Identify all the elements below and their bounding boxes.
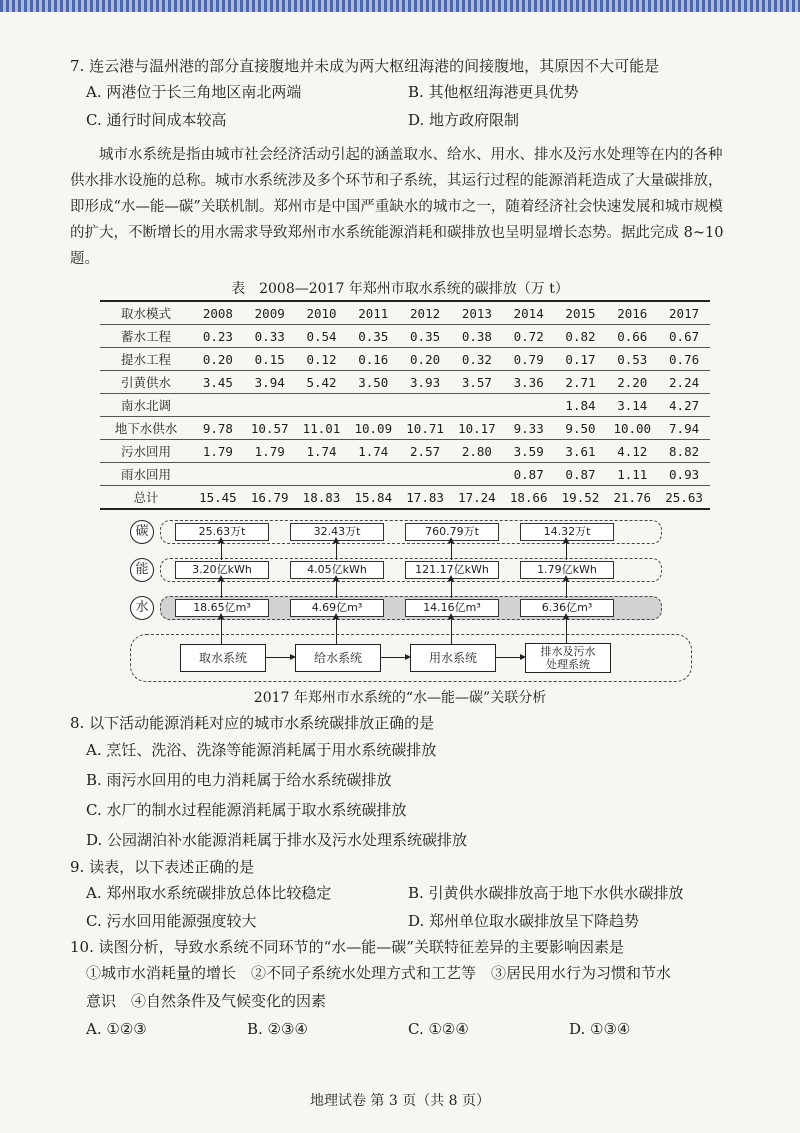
page-footer: 地理试卷 第 3 页（共 8 页）	[309, 1093, 491, 1109]
table-cell: 2.71	[555, 371, 607, 394]
table-cell: 0.82	[555, 325, 607, 348]
table-cell	[451, 394, 503, 417]
q7-stem: 7. 连云港与温州港的部分直接腹地并未成为两大枢纽海港的间接腹地，其原因不大可能是	[70, 57, 660, 75]
table-cell: 15.84	[347, 486, 399, 510]
table-cell: 1.79	[244, 440, 296, 463]
arrow-right	[496, 657, 521, 658]
water-value-use: 14.16亿m³	[405, 599, 499, 617]
table-cell: 0.33	[244, 325, 296, 348]
table-cell: 0.35	[347, 325, 399, 348]
table-cell: 1.11	[606, 463, 658, 486]
table-cell: 18.66	[503, 486, 555, 510]
carbon-emission-table	[100, 300, 710, 510]
table-cell	[296, 394, 348, 417]
table-row	[100, 417, 710, 440]
scan-edge-band	[0, 0, 800, 12]
table-cell	[296, 463, 348, 486]
water-row-icon: 水	[130, 596, 154, 620]
q7-option-b: B. 其他枢纽海港更具优势	[408, 83, 579, 101]
energy-value-supply: 4.05亿kWh	[290, 561, 384, 579]
q10-option-d: D. ①③④	[569, 1020, 631, 1038]
table-cell: 3.14	[606, 394, 658, 417]
table-header-year: 2014	[503, 301, 555, 325]
table-cell: 10.17	[451, 417, 503, 440]
table-cell	[244, 463, 296, 486]
table-cell: 0.32	[451, 348, 503, 371]
energy-row-icon: 能	[130, 558, 154, 582]
exam-page	[70, 54, 730, 1043]
table-cell: 3.45	[192, 371, 244, 394]
table-cell: 0.38	[451, 325, 503, 348]
passage: 城市水系统是指由城市社会经济活动引起的涵盖取水、给水、用水、排水及污水处理等在内的各种供水排水设施的总称。城市水系统涉及多个环节和子系统，其运行过程的能源消耗造成了大量碳排放，即形成“水—能—碳”关联机制。郑州市是中国严重缺水的城市之一，随着经济社会快速发展和城市规模的扩大，不断增长的用水需求导致郑州市水系统能源消耗和碳排放也呈明显增长态势。据此完成 8~10 题。	[70, 147, 724, 267]
table-cell: 0.23	[192, 325, 244, 348]
table-row-label: 污水回用	[100, 440, 192, 463]
table-header-year: 2016	[606, 301, 658, 325]
energy-value-use: 121.17亿kWh	[405, 561, 499, 579]
table-cell: 10.00	[606, 417, 658, 440]
q9-stem: 9. 读表，以下表述正确的是	[70, 858, 255, 876]
table-cell: 4.27	[658, 394, 710, 417]
table-cell: 19.52	[555, 486, 607, 510]
table-cell: 3.50	[347, 371, 399, 394]
carbon-value-supply: 32.43万t	[290, 523, 384, 541]
q7-option-a: A. 两港位于长三角地区南北两端	[86, 83, 302, 101]
water-value-intake: 18.65亿m³	[175, 599, 269, 617]
table-row	[100, 348, 710, 371]
table-row-label: 雨水回用	[100, 463, 192, 486]
table-cell: 0.79	[503, 348, 555, 371]
arrow-right	[381, 657, 406, 658]
q8-stem: 8. 以下活动能源消耗对应的城市水系统碳排放正确的是	[70, 714, 435, 732]
arrow-up	[336, 580, 337, 598]
table-cell: 9.50	[555, 417, 607, 440]
q10-statement-line2: 意识 ④自然条件及气候变化的因素	[86, 992, 327, 1010]
arrow-up	[221, 542, 222, 560]
table-header-year: 2008	[192, 301, 244, 325]
table-header-year: 2012	[399, 301, 451, 325]
q8-option-a: A. 烹饪、洗浴、洗涤等能源消耗属于用水系统碳排放	[86, 741, 437, 759]
q8-option-b: B. 雨污水回用的电力消耗属于给水系统碳排放	[86, 771, 392, 789]
q10-options	[70, 1015, 730, 1043]
table-cell: 3.93	[399, 371, 451, 394]
table-cell: 16.79	[244, 486, 296, 510]
q10-option-b: B. ②③④	[247, 1020, 308, 1038]
table-cell	[244, 394, 296, 417]
table-cell: 1.79	[192, 440, 244, 463]
table-row-label: 南水北调	[100, 394, 192, 417]
carbon-value-use: 760.79万t	[405, 523, 499, 541]
table-cell	[347, 394, 399, 417]
table-cell: 2.24	[658, 371, 710, 394]
table-cell: 0.35	[399, 325, 451, 348]
table-cell: 8.82	[658, 440, 710, 463]
arrow-up	[451, 580, 452, 598]
table-cell	[503, 394, 555, 417]
table-cell: 0.17	[555, 348, 607, 371]
table-cell: 5.42	[296, 371, 348, 394]
q7-option-c: C. 通行时间成本较高	[86, 111, 227, 129]
table-cell: 3.59	[503, 440, 555, 463]
arrow-up	[451, 542, 452, 560]
table-cell: 3.36	[503, 371, 555, 394]
table-cell	[399, 394, 451, 417]
table-header-year: 2011	[347, 301, 399, 325]
table-cell: 18.83	[296, 486, 348, 510]
table-header-year: 2009	[244, 301, 296, 325]
table-cell: 1.74	[296, 440, 348, 463]
q10-statement-line1: ①城市水消耗量的增长 ②不同子系统水处理方式和工艺等 ③居民用水行为习惯和节水	[86, 964, 672, 982]
q10-stem: 10. 读图分析，导致水系统不同环节的“水—能—碳”关联特征差异的主要影响因素是	[70, 938, 624, 956]
table-cell: 0.12	[296, 348, 348, 371]
carbon-value-drainage: 14.32万t	[520, 523, 614, 541]
q9-option-d: D. 郑州单位取水碳排放呈下降趋势	[408, 912, 640, 930]
table-cell: 21.76	[606, 486, 658, 510]
table-caption: 表 2008—2017 年郑州市取水系统的碳排放（万 t）	[231, 281, 569, 297]
table-cell: 4.12	[606, 440, 658, 463]
arrow-right	[266, 657, 291, 658]
diagram-caption: 2017 年郑州市水系统的“水—能—碳”关联分析	[253, 690, 547, 706]
table-cell: 10.71	[399, 417, 451, 440]
table-cell	[192, 463, 244, 486]
q10-option-a: A. ①②③	[86, 1020, 147, 1038]
carbon-row-icon: 碳	[130, 520, 154, 544]
q9-option-a: A. 郑州取水系统碳排放总体比较稳定	[86, 884, 332, 902]
table-header-row	[100, 301, 710, 325]
arrow-up	[566, 542, 567, 560]
arrow-up	[221, 580, 222, 598]
table-row-label: 总计	[100, 486, 192, 510]
q9-option-c: C. 污水回用能源强度较大	[86, 912, 257, 930]
table-header-year: 2015	[555, 301, 607, 325]
table-cell	[451, 463, 503, 486]
water-value-supply: 4.69亿m³	[290, 599, 384, 617]
table-cell: 9.33	[503, 417, 555, 440]
table-header-year: 2013	[451, 301, 503, 325]
table-cell: 0.54	[296, 325, 348, 348]
table-row-label: 提水工程	[100, 348, 192, 371]
table-row-label: 蓄水工程	[100, 325, 192, 348]
q8-option-c: C. 水厂的制水过程能源消耗属于取水系统碳排放	[86, 801, 407, 819]
table-cell: 0.66	[606, 325, 658, 348]
table-cell: 15.45	[192, 486, 244, 510]
table-cell: 3.57	[451, 371, 503, 394]
table-cell: 0.72	[503, 325, 555, 348]
water-energy-carbon-diagram	[130, 516, 710, 681]
table-cell: 3.61	[555, 440, 607, 463]
arrow-up	[336, 542, 337, 560]
system-supply: 给水系统	[295, 644, 381, 672]
water-value-drainage: 6.36亿m³	[520, 599, 614, 617]
table-row-label: 地下水供水	[100, 417, 192, 440]
table-header-year: 2017	[658, 301, 710, 325]
system-drainage-line1: 排水及污水	[540, 645, 596, 658]
table-cell	[347, 463, 399, 486]
table-cell: 0.87	[555, 463, 607, 486]
table-row	[100, 440, 710, 463]
table-cell: 17.83	[399, 486, 451, 510]
table-cell: 2.20	[606, 371, 658, 394]
table-row-label: 引黄供水	[100, 371, 192, 394]
table-row	[100, 463, 710, 486]
table-cell: 0.16	[347, 348, 399, 371]
table-cell: 11.01	[296, 417, 348, 440]
table-header-mode: 取水模式	[100, 301, 192, 325]
table-row	[100, 486, 710, 510]
table-cell: 3.94	[244, 371, 296, 394]
table-cell: 9.78	[192, 417, 244, 440]
arrow-up	[566, 580, 567, 598]
table-cell: 10.57	[244, 417, 296, 440]
table-cell: 17.24	[451, 486, 503, 510]
system-drainage	[525, 643, 611, 673]
table-cell: 0.93	[658, 463, 710, 486]
table-cell: 0.76	[658, 348, 710, 371]
table-cell: 0.87	[503, 463, 555, 486]
q7-options	[70, 78, 730, 134]
system-intake: 取水系统	[180, 644, 266, 672]
energy-value-drainage: 1.79亿kWh	[520, 561, 614, 579]
q8-options	[70, 735, 730, 855]
table-cell: 1.84	[555, 394, 607, 417]
table-row	[100, 394, 710, 417]
table-cell: 1.74	[347, 440, 399, 463]
table-cell	[192, 394, 244, 417]
table-row	[100, 325, 710, 348]
carbon-value-intake: 25.63万t	[175, 523, 269, 541]
table-cell: 10.09	[347, 417, 399, 440]
table-cell: 25.63	[658, 486, 710, 510]
table-header-year: 2010	[296, 301, 348, 325]
q7-option-d: D. 地方政府限制	[408, 111, 520, 129]
table-cell: 2.80	[451, 440, 503, 463]
table-cell	[399, 463, 451, 486]
table-cell: 0.20	[399, 348, 451, 371]
q9-option-b: B. 引黄供水碳排放高于地下水供水碳排放	[408, 884, 684, 902]
table-cell: 2.57	[399, 440, 451, 463]
table-cell: 0.20	[192, 348, 244, 371]
energy-value-intake: 3.20亿kWh	[175, 561, 269, 579]
system-drainage-line2: 处理系统	[546, 658, 590, 671]
table-row	[100, 371, 710, 394]
table-cell: 0.53	[606, 348, 658, 371]
table-cell: 0.15	[244, 348, 296, 371]
q9-options	[70, 879, 730, 935]
system-use: 用水系统	[410, 644, 496, 672]
q8-option-d: D. 公园湖泊补水能源消耗属于排水及污水处理系统碳排放	[86, 831, 468, 849]
table-cell: 0.67	[658, 325, 710, 348]
table-cell: 7.94	[658, 417, 710, 440]
q10-option-c: C. ①②④	[408, 1020, 469, 1038]
